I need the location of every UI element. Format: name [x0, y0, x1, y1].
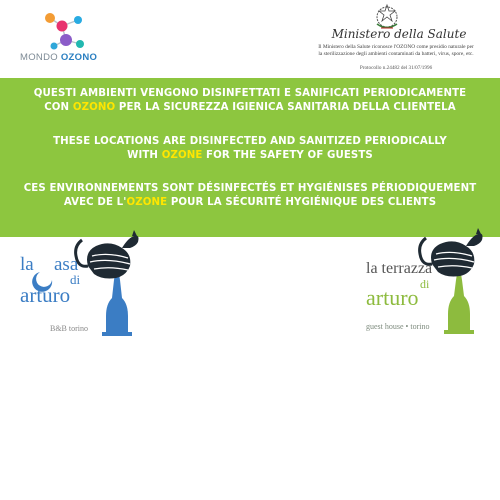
terrazza-subtitle: guest house • torino	[366, 322, 430, 331]
casa-word-di: di	[70, 272, 81, 287]
english-message	[0, 135, 500, 163]
message-line: CES ENVIRONNEMENTS SONT DÉSINFECTÉS ET HYGIÉNISES PÉRIODIQUEMENT	[23, 183, 477, 194]
message-line: AVEC DE L'OZONE POUR LA SÉCURITÉ HYGIÉNIQUE DES CLIENTS	[63, 197, 437, 208]
message-line: WITH OZONE FOR THE SAFETY OF GUESTS	[127, 150, 373, 161]
message-line: CON OZONO PER LA SICUREZZA IGIENICA SANITARIA DELLA CLIENTELA	[44, 102, 456, 113]
casa-word-la: la	[20, 254, 34, 275]
ozone-highlight: OZONO	[72, 102, 116, 113]
message-line: THESE LOCATIONS ARE DISINFECTED AND SANITIZED PERIODICALLY	[53, 136, 447, 147]
casa-word-asa: asa	[54, 254, 79, 275]
casa-word-arturo: arturo	[20, 283, 71, 307]
ministry-title: Ministero della Salute	[331, 27, 467, 41]
brand-name-prefix: MONDO	[20, 52, 61, 63]
header	[0, 0, 500, 78]
ozone-highlight: OZONE	[126, 197, 168, 208]
terrazza-word-di: di	[420, 277, 430, 291]
terrazza-word-arturo: arturo	[366, 285, 419, 310]
ministry-description	[296, 44, 496, 58]
french-message	[0, 182, 500, 210]
ozone-highlight: OZONE	[161, 150, 203, 161]
casa-subtitle: B&B torino	[50, 324, 89, 333]
message-line: QUESTI AMBIENTI VENGONO DISINFETTATI E SANIFICATI PERIODICAMENTE	[33, 88, 467, 99]
disinfection-banner	[0, 78, 500, 237]
protocol-number: Protocollo n.24482 del 31/07/1996	[359, 65, 433, 71]
italian-message	[0, 87, 500, 115]
ministry-description-line: Il Ministero della Salute riconosce l'OZONO come presidio naturale per	[318, 44, 474, 50]
brand-name-highlight: OZONO	[60, 52, 98, 63]
brand-name	[20, 52, 97, 63]
ministry-description-line: la sterilizzazione degli ambienti contaminati da batteri, virus, spore, etc.	[318, 51, 474, 57]
terrazza-word-line1: la terrazza	[366, 260, 433, 277]
